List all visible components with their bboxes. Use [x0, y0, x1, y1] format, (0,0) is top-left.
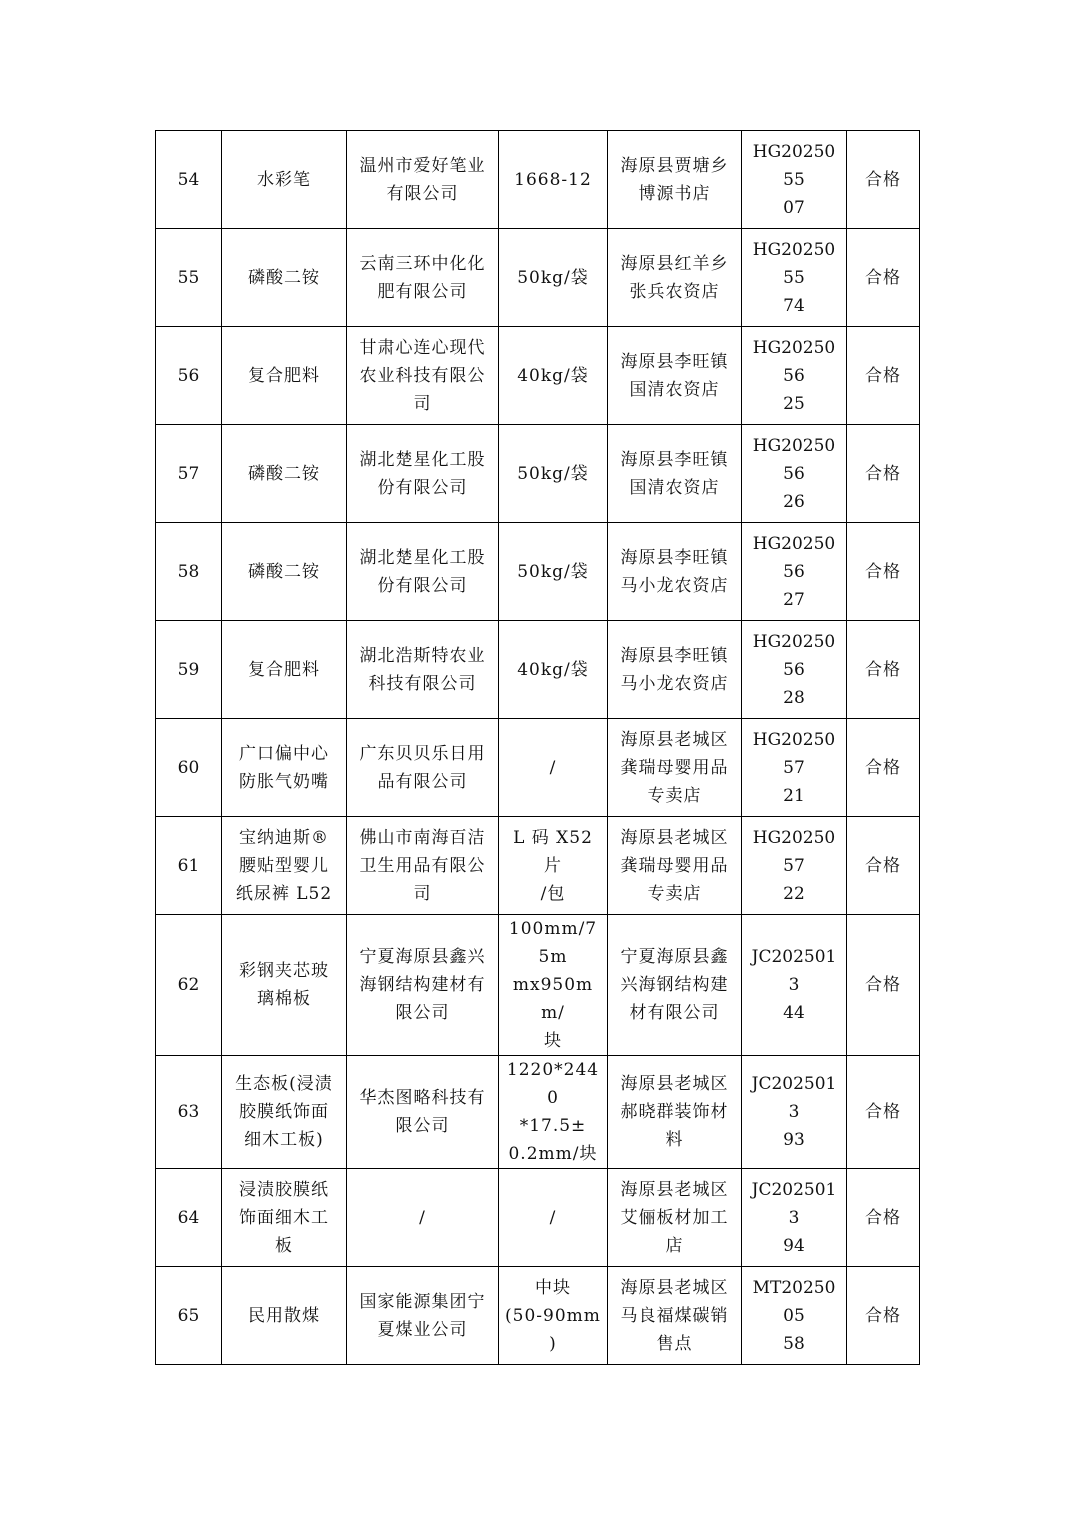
- specification-cell: 1220*2440 *17.5± 0.2mm/块: [499, 1056, 608, 1169]
- product-name-cell: 宝纳迪斯® 腰贴型婴儿 纸尿裤 L52: [222, 817, 347, 915]
- sampled-unit-cell: 海原县老城区 龚瑞母婴用品 专卖店: [608, 719, 742, 817]
- row-number-cell: 57: [156, 425, 222, 523]
- table-body: [156, 131, 920, 1365]
- row-number-cell: 65: [156, 1267, 222, 1365]
- manufacturer-cell: 佛山市南海百洁 卫生用品有限公 司: [347, 817, 499, 915]
- table-row: [156, 1267, 920, 1365]
- manufacturer-cell: 甘肃心连心现代 农业科技有限公 司: [347, 327, 499, 425]
- sampled-unit-cell: 海原县老城区 马良福煤碳销 售点: [608, 1267, 742, 1365]
- sampled-unit-cell: 海原县李旺镇 国清农资店: [608, 425, 742, 523]
- product-name-cell: 复合肥料: [222, 327, 347, 425]
- result-cell: 合格: [847, 523, 920, 621]
- manufacturer-cell: 云南三环中化化 肥有限公司: [347, 229, 499, 327]
- sampled-unit-cell: 海原县李旺镇 马小龙农资店: [608, 621, 742, 719]
- result-cell: 合格: [847, 131, 920, 229]
- result-cell: 合格: [847, 1169, 920, 1267]
- sample-id-cell: JC2025013 44: [742, 915, 847, 1056]
- product-name-cell: 彩钢夹芯玻 璃棉板: [222, 915, 347, 1056]
- sampled-unit-cell: 海原县老城区 艾俪板材加工 店: [608, 1169, 742, 1267]
- manufacturer-cell: 国家能源集团宁 夏煤业公司: [347, 1267, 499, 1365]
- sample-id-cell: HG2025056 26: [742, 425, 847, 523]
- sample-id-cell: HG2025057 21: [742, 719, 847, 817]
- sampled-unit-cell: 海原县李旺镇 马小龙农资店: [608, 523, 742, 621]
- inspection-results-table: [155, 130, 920, 1365]
- product-name-cell: 磷酸二铵: [222, 523, 347, 621]
- specification-cell: 中块 (50-90mm ): [499, 1267, 608, 1365]
- table-row: [156, 425, 920, 523]
- table-row: [156, 719, 920, 817]
- manufacturer-cell: /: [347, 1169, 499, 1267]
- result-cell: 合格: [847, 425, 920, 523]
- table-row: [156, 817, 920, 915]
- product-name-cell: 民用散煤: [222, 1267, 347, 1365]
- table-row: [156, 523, 920, 621]
- manufacturer-cell: 湖北楚星化工股 份有限公司: [347, 425, 499, 523]
- sample-id-cell: HG2025056 27: [742, 523, 847, 621]
- table-row: [156, 1169, 920, 1267]
- sample-id-cell: HG2025055 07: [742, 131, 847, 229]
- sample-id-cell: HG2025056 25: [742, 327, 847, 425]
- table-row: [156, 1056, 920, 1169]
- result-cell: 合格: [847, 1267, 920, 1365]
- table-row: [156, 915, 920, 1056]
- result-cell: 合格: [847, 817, 920, 915]
- product-name-cell: 浸渍胶膜纸 饰面细木工 板: [222, 1169, 347, 1267]
- specification-cell: 50kg/袋: [499, 425, 608, 523]
- result-cell: 合格: [847, 719, 920, 817]
- table-row: [156, 131, 920, 229]
- result-cell: 合格: [847, 621, 920, 719]
- row-number-cell: 59: [156, 621, 222, 719]
- product-name-cell: 磷酸二铵: [222, 229, 347, 327]
- row-number-cell: 54: [156, 131, 222, 229]
- manufacturer-cell: 宁夏海原县鑫兴 海钢结构建材有 限公司: [347, 915, 499, 1056]
- table-row: [156, 229, 920, 327]
- specification-cell: 40kg/袋: [499, 621, 608, 719]
- product-name-cell: 广口偏中心 防胀气奶嘴: [222, 719, 347, 817]
- sample-id-cell: JC2025013 94: [742, 1169, 847, 1267]
- specification-cell: 50kg/袋: [499, 229, 608, 327]
- sampled-unit-cell: 海原县李旺镇 国清农资店: [608, 327, 742, 425]
- manufacturer-cell: 湖北浩斯特农业 科技有限公司: [347, 621, 499, 719]
- row-number-cell: 62: [156, 915, 222, 1056]
- manufacturer-cell: 华杰图略科技有 限公司: [347, 1056, 499, 1169]
- sampled-unit-cell: 宁夏海原县鑫 兴海钢结构建 材有限公司: [608, 915, 742, 1056]
- result-cell: 合格: [847, 229, 920, 327]
- row-number-cell: 58: [156, 523, 222, 621]
- specification-cell: 40kg/袋: [499, 327, 608, 425]
- sampled-unit-cell: 海原县老城区 郝晓群装饰材 料: [608, 1056, 742, 1169]
- sample-id-cell: HG2025057 22: [742, 817, 847, 915]
- specification-cell: /: [499, 1169, 608, 1267]
- manufacturer-cell: 温州市爱好笔业 有限公司: [347, 131, 499, 229]
- sample-id-cell: HG2025055 74: [742, 229, 847, 327]
- product-name-cell: 复合肥料: [222, 621, 347, 719]
- row-number-cell: 64: [156, 1169, 222, 1267]
- product-name-cell: 磷酸二铵: [222, 425, 347, 523]
- row-number-cell: 63: [156, 1056, 222, 1169]
- table-row: [156, 621, 920, 719]
- sample-id-cell: MT2025005 58: [742, 1267, 847, 1365]
- sampled-unit-cell: 海原县老城区 龚瑞母婴用品 专卖店: [608, 817, 742, 915]
- sample-id-cell: JC2025013 93: [742, 1056, 847, 1169]
- result-cell: 合格: [847, 1056, 920, 1169]
- specification-cell: 1668-12: [499, 131, 608, 229]
- row-number-cell: 60: [156, 719, 222, 817]
- manufacturer-cell: 广东贝贝乐日用 品有限公司: [347, 719, 499, 817]
- specification-cell: /: [499, 719, 608, 817]
- product-name-cell: 水彩笔: [222, 131, 347, 229]
- sampled-unit-cell: 海原县贾塘乡 博源书店: [608, 131, 742, 229]
- row-number-cell: 56: [156, 327, 222, 425]
- manufacturer-cell: 湖北楚星化工股 份有限公司: [347, 523, 499, 621]
- specification-cell: L 码 X52 片 /包: [499, 817, 608, 915]
- specification-cell: 100mm/75m mx950mm/ 块: [499, 915, 608, 1056]
- result-cell: 合格: [847, 327, 920, 425]
- result-cell: 合格: [847, 915, 920, 1056]
- specification-cell: 50kg/袋: [499, 523, 608, 621]
- row-number-cell: 61: [156, 817, 222, 915]
- row-number-cell: 55: [156, 229, 222, 327]
- sample-id-cell: HG2025056 28: [742, 621, 847, 719]
- table-row: [156, 327, 920, 425]
- sampled-unit-cell: 海原县红羊乡 张兵农资店: [608, 229, 742, 327]
- product-name-cell: 生态板(浸渍 胶膜纸饰面 细木工板): [222, 1056, 347, 1169]
